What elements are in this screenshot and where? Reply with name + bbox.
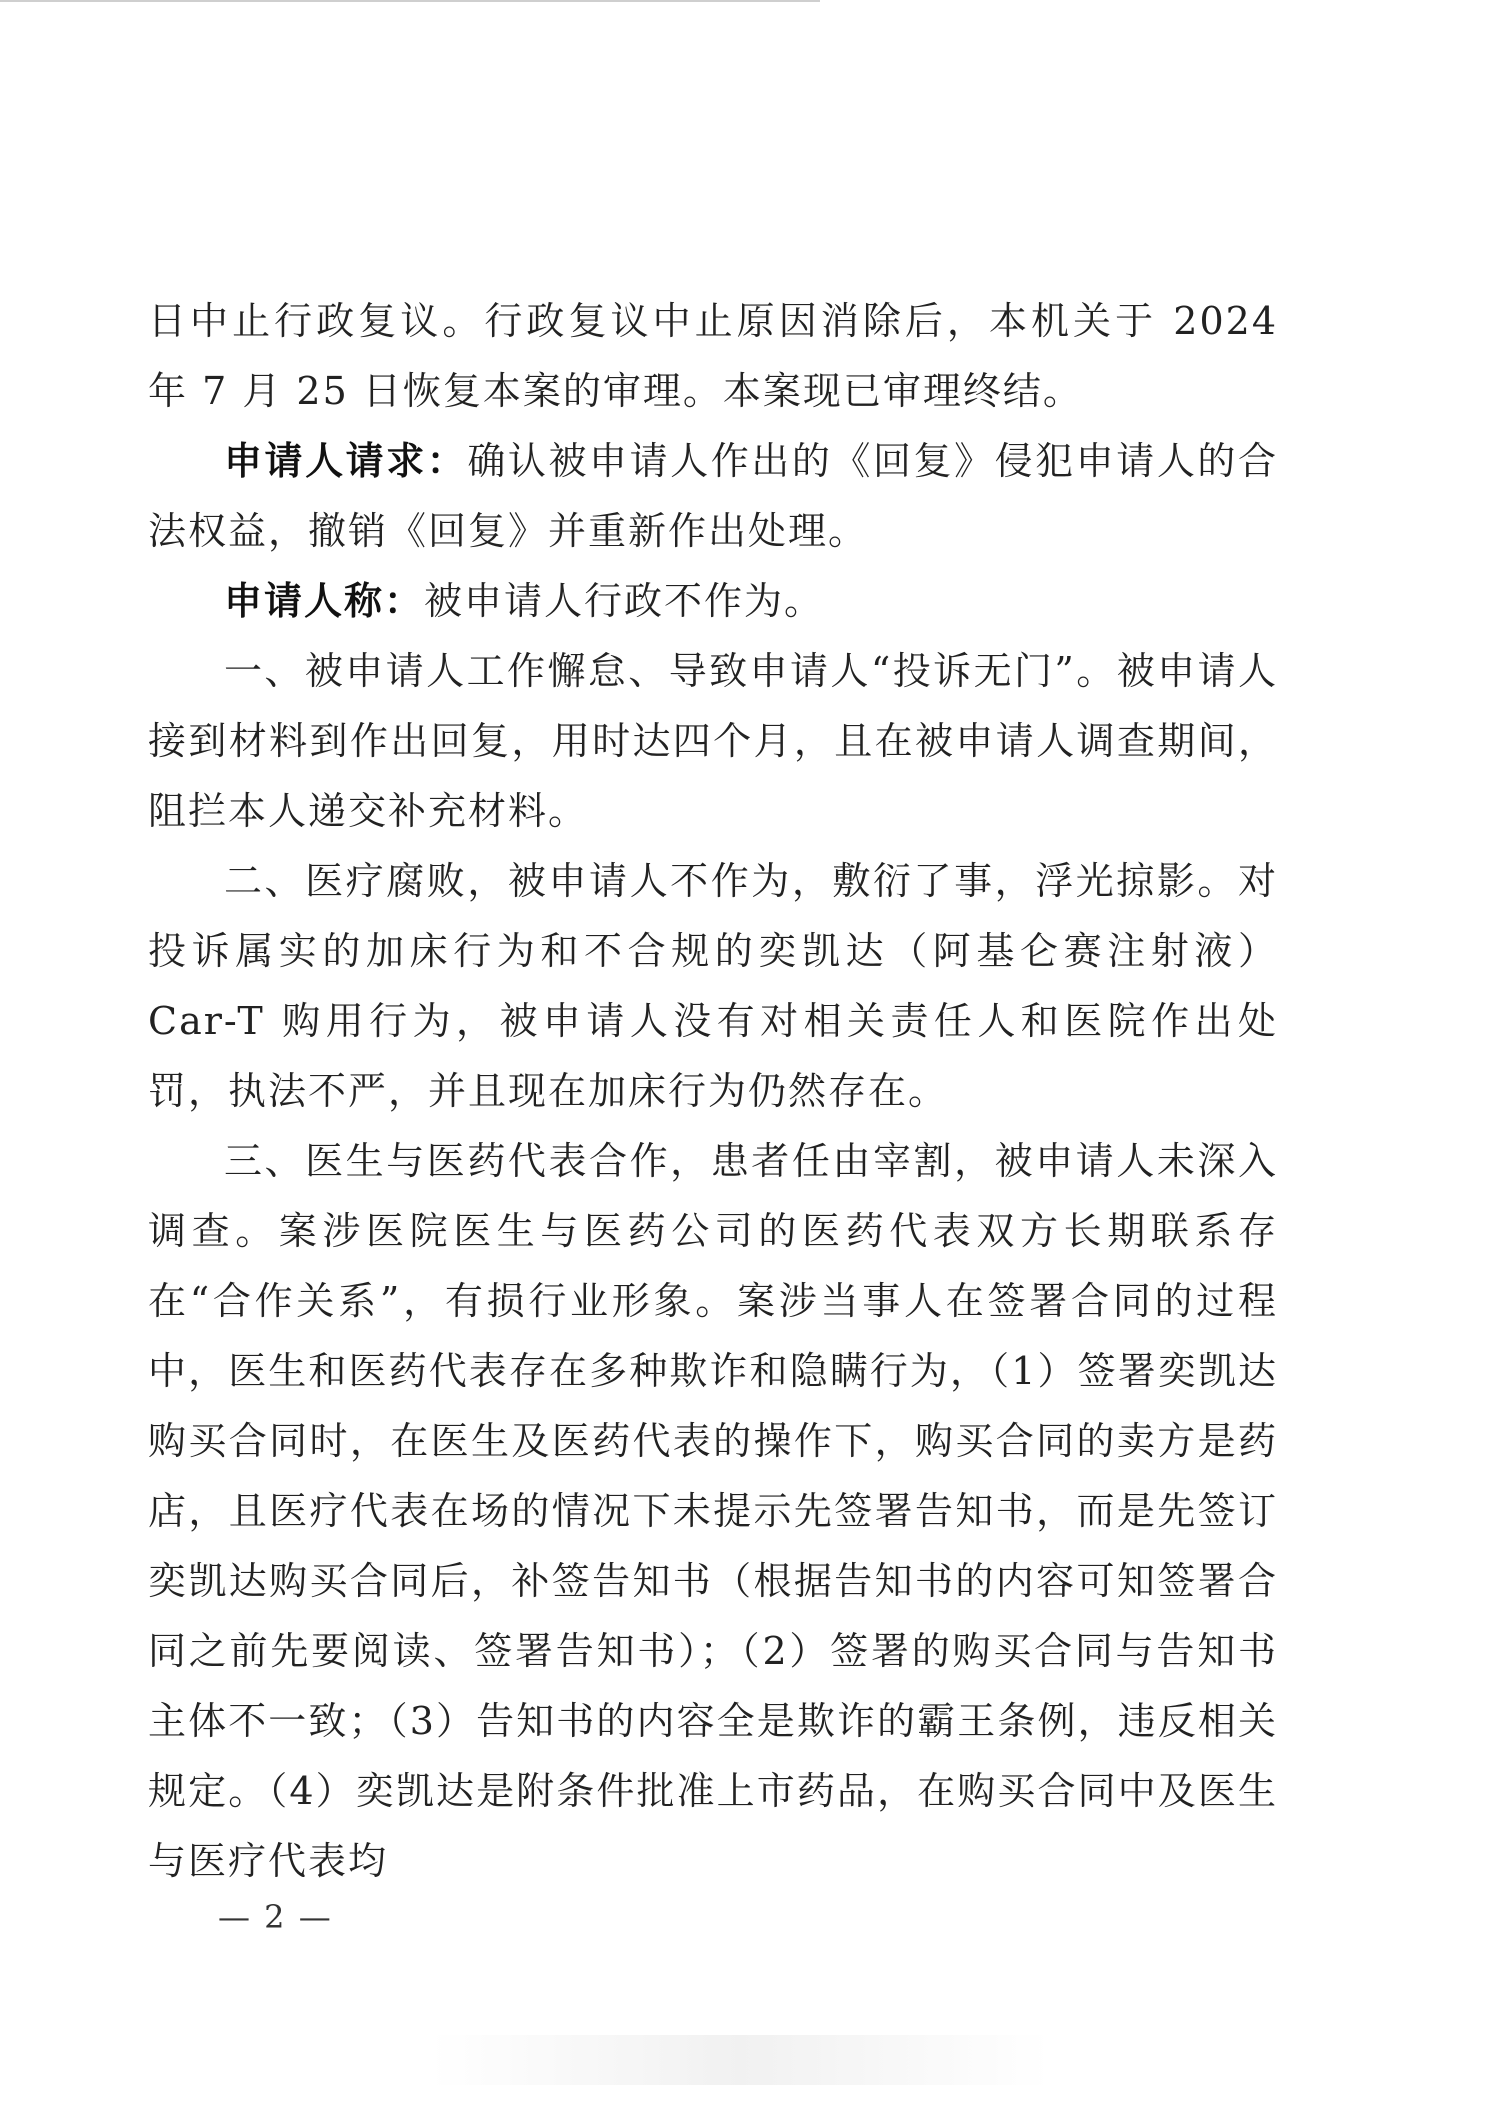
paragraph-lead: 申请人请求： bbox=[224, 438, 468, 483]
paragraph-text: 日中止行政复议。行政复议中止原因消除后，本机关于 2024 年 7 月 25 日恢复本案的审理。本案现已审理终结。 bbox=[148, 299, 1278, 413]
paragraph-applicant-request bbox=[148, 426, 1278, 566]
paragraph-text: 确认被申请人作出的《回复》侵犯申请人的合法权益，撤销《回复》并重新作出处理。 bbox=[148, 439, 1278, 553]
page-number: — 2 — bbox=[218, 1898, 333, 1936]
paragraph-lead: 申请人称： bbox=[224, 578, 425, 623]
paragraph-text: 二、医疗腐败，被申请人不作为，敷衍了事，浮光掠影。对投诉属实的加床行为和不合规的奕凯达（阿基仑赛注射液）Car-T 购用行为，被申请人没有对相关责任人和医院作出处罚，执法不严，并且现在加床行为仍然存在。 bbox=[148, 859, 1278, 1113]
document-body bbox=[148, 286, 1278, 1896]
scan-artifact bbox=[430, 2035, 1050, 2085]
paragraph-continuation bbox=[148, 286, 1278, 426]
paragraph-point-one bbox=[148, 636, 1278, 846]
paragraph-point-two bbox=[148, 846, 1278, 1126]
paragraph-point-three bbox=[148, 1126, 1278, 1896]
paragraph-text: 一、被申请人工作懈怠、导致申请人“投诉无门”。被申请人接到材料到作出回复，用时达四个月，且在被申请人调查期间，阻拦本人递交补充材料。 bbox=[148, 649, 1278, 833]
top-edge-line bbox=[0, 0, 820, 2]
paragraph-text: 三、医生与医药代表合作，患者任由宰割，被申请人未深入调查。案涉医院医生与医药公司的医药代表双方长期联系存在“合作关系”，有损行业形象。案涉当事人在签署合同的过程中，医生和医药代表存在多种欺诈和隐瞒行为，（1）签署奕凯达购买合同时，在医生及医药代表的操作下，购买合同的卖方是药店，且医疗代表在场的情况下未提示先签署告知书，而是先签订奕凯达购买合同后，补签告知书（根据告知书的内容可知签署合同之前先要阅读、签署告知书）；（2）签署的购买合同与告知书主体不一致；（3）告知书的内容全是欺诈的霸王条例，违反相关规定。（4）奕凯达是附条件批准上市药品，在购买合同中及医生与医疗代表均 bbox=[148, 1139, 1278, 1883]
paragraph-applicant-statement bbox=[148, 566, 1278, 636]
paragraph-text: 被申请人行政不作为。 bbox=[424, 579, 825, 623]
